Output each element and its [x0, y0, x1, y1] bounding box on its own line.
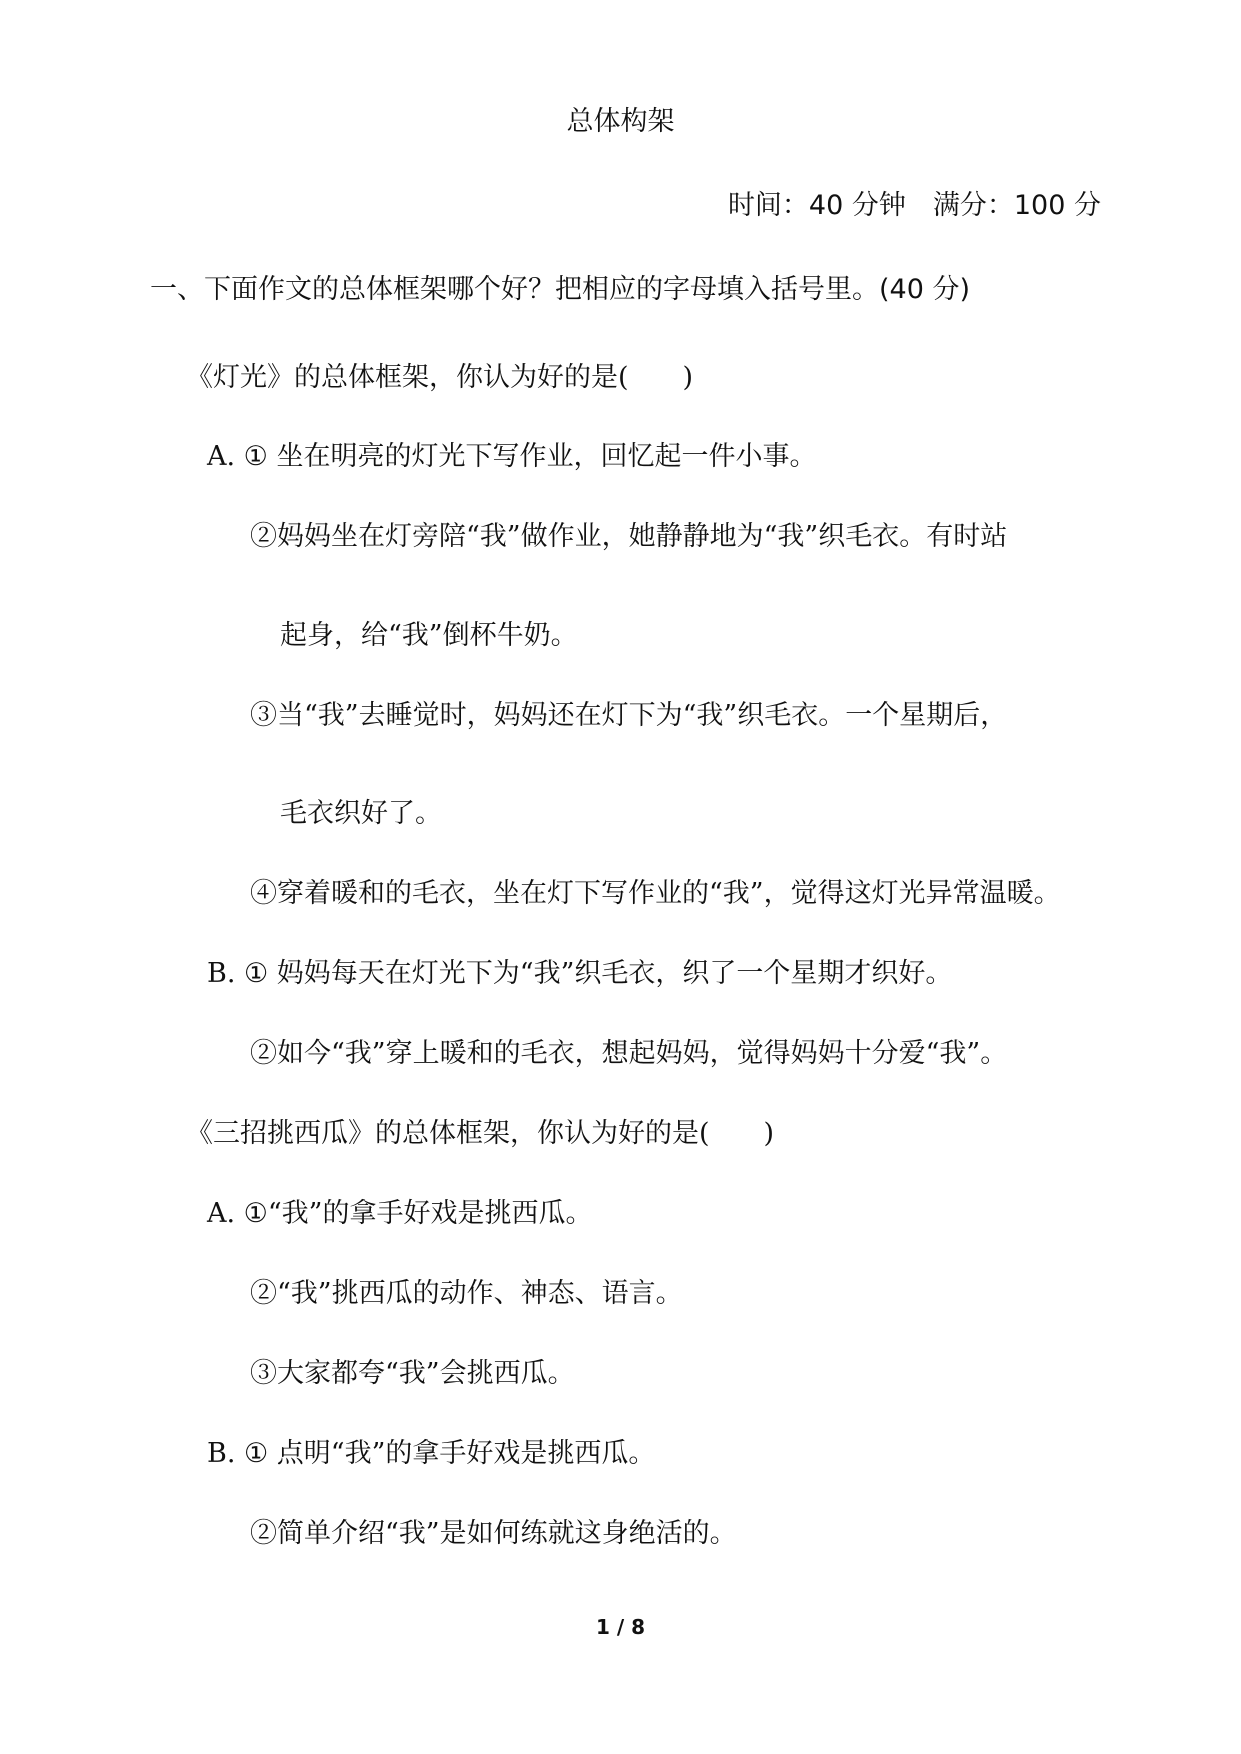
q1-option-a-line: 毛衣织好了。 — [280, 798, 442, 829]
q2-option-a-line: ②“我”挑西瓜的动作、神态、语言。 — [250, 1278, 683, 1309]
q1-option-b-line: ②如今“我”穿上暖和的毛衣，想起妈妈，觉得妈妈十分爱“我”。 — [250, 1038, 1008, 1069]
page-number: 1 / 8 — [595, 1615, 646, 1639]
question-1-prompt: 《灯光》的总体框架，你认为好的是( ) — [186, 362, 694, 393]
q1-option-a-line: ②妈妈坐在灯旁陪“我”做作业，她静静地为“我”织毛衣。有时站 — [250, 521, 1008, 552]
section-1-heading: 一、下面作文的总体框架哪个好？把相应的字母填入括号里。(40 分) — [150, 274, 971, 305]
q1-option-a-line: ④穿着暖和的毛衣，坐在灯下写作业的“我”，觉得这灯光异常温暖。 — [250, 878, 1061, 909]
q2-option-a-line: ③大家都夸“我”会挑西瓜。 — [250, 1358, 575, 1389]
q2-option-b-line: ②简单介绍“我”是如何练就这身绝活的。 — [250, 1518, 737, 1549]
exam-meta: 时间：40 分钟 满分：100 分 — [727, 190, 1101, 221]
q2-option-a-line: A. ①“我”的拿手好戏是挑西瓜。 — [207, 1198, 593, 1229]
q1-option-a-line: A. ① 坐在明亮的灯光下写作业，回忆起一件小事。 — [207, 441, 817, 472]
question-2-prompt: 《三招挑西瓜》的总体框架，你认为好的是( ) — [186, 1118, 775, 1149]
q2-option-b-line: B. ① 点明“我”的拿手好戏是挑西瓜。 — [207, 1438, 656, 1469]
q1-option-a-line: 起身，给“我”倒杯牛奶。 — [280, 620, 578, 651]
document-title: 总体构架 — [566, 106, 675, 137]
q1-option-a-line: ③当“我”去睡觉时，妈妈还在灯下为“我”织毛衣。一个星期后， — [250, 700, 1008, 731]
q1-option-b-line: B. ① 妈妈每天在灯光下为“我”织毛衣，织了一个星期才织好。 — [207, 958, 953, 989]
